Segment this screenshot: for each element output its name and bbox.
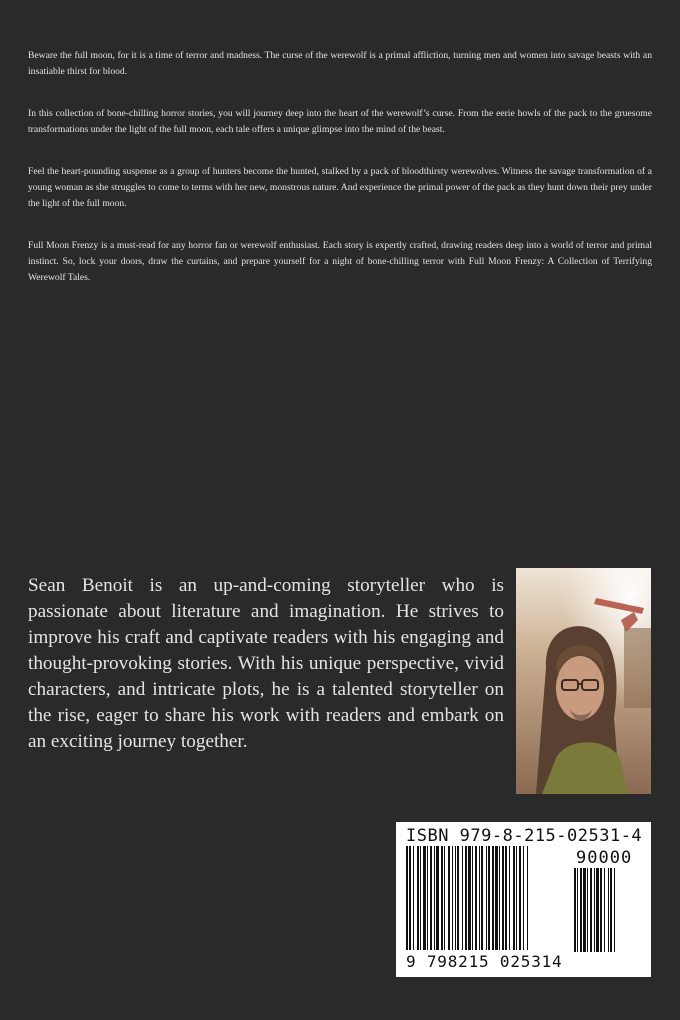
barcode-bar xyxy=(509,846,510,950)
barcode-bar xyxy=(594,868,595,952)
barcode-bar xyxy=(502,846,504,950)
ean-bars xyxy=(404,846,570,954)
barcode-bar xyxy=(527,846,528,950)
barcode-bar xyxy=(430,846,432,950)
barcode-bar xyxy=(420,846,421,950)
blurb-paragraph-1: Beware the full moon, for it is a time of terror and madness. The curse of the werewolf is a primal affliction, turning men and women into savage beasts with an insatiable thirst for blood. xyxy=(28,50,652,77)
barcode-bar xyxy=(444,846,445,950)
back-cover-blurb xyxy=(28,48,652,312)
barcode-bar xyxy=(583,868,586,952)
barcode-bar xyxy=(608,868,609,952)
barcode-bar xyxy=(434,846,435,950)
barcode-bar xyxy=(523,846,524,950)
barcode-bar xyxy=(513,846,515,950)
barcode-bar xyxy=(452,846,453,950)
price-code: 90000 xyxy=(576,848,633,868)
barcode-bar xyxy=(479,846,480,950)
barcode-bar xyxy=(580,868,582,952)
author-bio: Sean Benoit is an up-and-coming storyteller who is passionate about literature and imagination. He strives to improve his craft and captivate readers with his engaging and thought-provoking stories. With his unique perspective, vivid characters, and intricate plots, he is a talented storyteller on the rise, eager to share his work with readers and embark on an exciting journey together. xyxy=(28,575,504,752)
barcode-bar xyxy=(486,846,487,950)
blurb-paragraph-2: In this collection of bone-chilling horror stories, you will journey deep into the heart of the werewolf’s curse. From the eerie howls of the pack to the gruesome transformations under the light of the full moon, each tale offers a unique glimpse into the mind of the beast. xyxy=(28,108,652,135)
barcode-bar xyxy=(465,846,467,950)
barcode-bar xyxy=(574,868,576,952)
barcode-bar xyxy=(468,846,471,950)
barcode-bar xyxy=(596,868,599,952)
barcode-bar xyxy=(475,846,477,950)
barcode-bar xyxy=(590,868,592,952)
barcode-bar xyxy=(614,868,615,952)
barcode-bar xyxy=(600,868,602,952)
isbn-barcode xyxy=(396,822,651,977)
barcode-bar xyxy=(472,846,473,950)
barcode-bar xyxy=(427,846,428,950)
barcode-bar xyxy=(413,846,414,950)
barcode-bar xyxy=(577,868,578,952)
barcode-bar xyxy=(492,846,494,950)
addon-bars xyxy=(572,868,642,954)
barcode-bar xyxy=(604,868,605,952)
barcode-bar xyxy=(505,846,507,950)
barcode-bar xyxy=(499,846,500,950)
barcode-bar xyxy=(441,846,443,950)
barcode-bar xyxy=(481,846,483,950)
author-portrait-illustration xyxy=(516,568,651,794)
barcode-bar xyxy=(519,846,521,950)
barcode-bar xyxy=(406,846,408,950)
barcode-bar xyxy=(457,846,459,950)
barcode-bar xyxy=(409,846,411,950)
barcode-bar xyxy=(448,846,450,950)
barcode-bar xyxy=(417,846,419,950)
barcode-bar xyxy=(587,868,588,952)
blurb-paragraph-4: Full Moon Frenzy is a must-read for any horror fan or werewolf enthusiast. Each story is expertly crafted, drawing readers deep into a world of terror and primal instinct. So, lock your doors, draw the curtains, and prepare yourself for a night of bone-chilling terror with Full Moon Frenzy: A Collection of Terrifying Werewolf Tales. xyxy=(28,240,652,283)
barcode-bar xyxy=(462,846,463,950)
barcode-bar xyxy=(516,846,517,950)
barcode-bar xyxy=(436,846,439,950)
author-photo xyxy=(516,568,651,794)
barcode-bar xyxy=(610,868,612,952)
barcode-bar xyxy=(455,846,456,950)
isbn-label: ISBN 979-8-215-02531-4 xyxy=(406,826,643,846)
barcode-bar xyxy=(423,846,426,950)
barcode-bar xyxy=(488,846,490,950)
barcode-bar xyxy=(495,846,498,950)
ean-digits: 9 798215 025314 xyxy=(406,952,563,971)
blurb-paragraph-3: Feel the heart-pounding suspense as a group of hunters become the hunted, stalked by a pack of bloodthirsty werewolves. Witness the savage transformation of a young woman as she struggles to come to terms with her new, monstrous nature. And experience the primal power of the pack as they hunt down their prey under the light of the full moon. xyxy=(28,166,652,209)
